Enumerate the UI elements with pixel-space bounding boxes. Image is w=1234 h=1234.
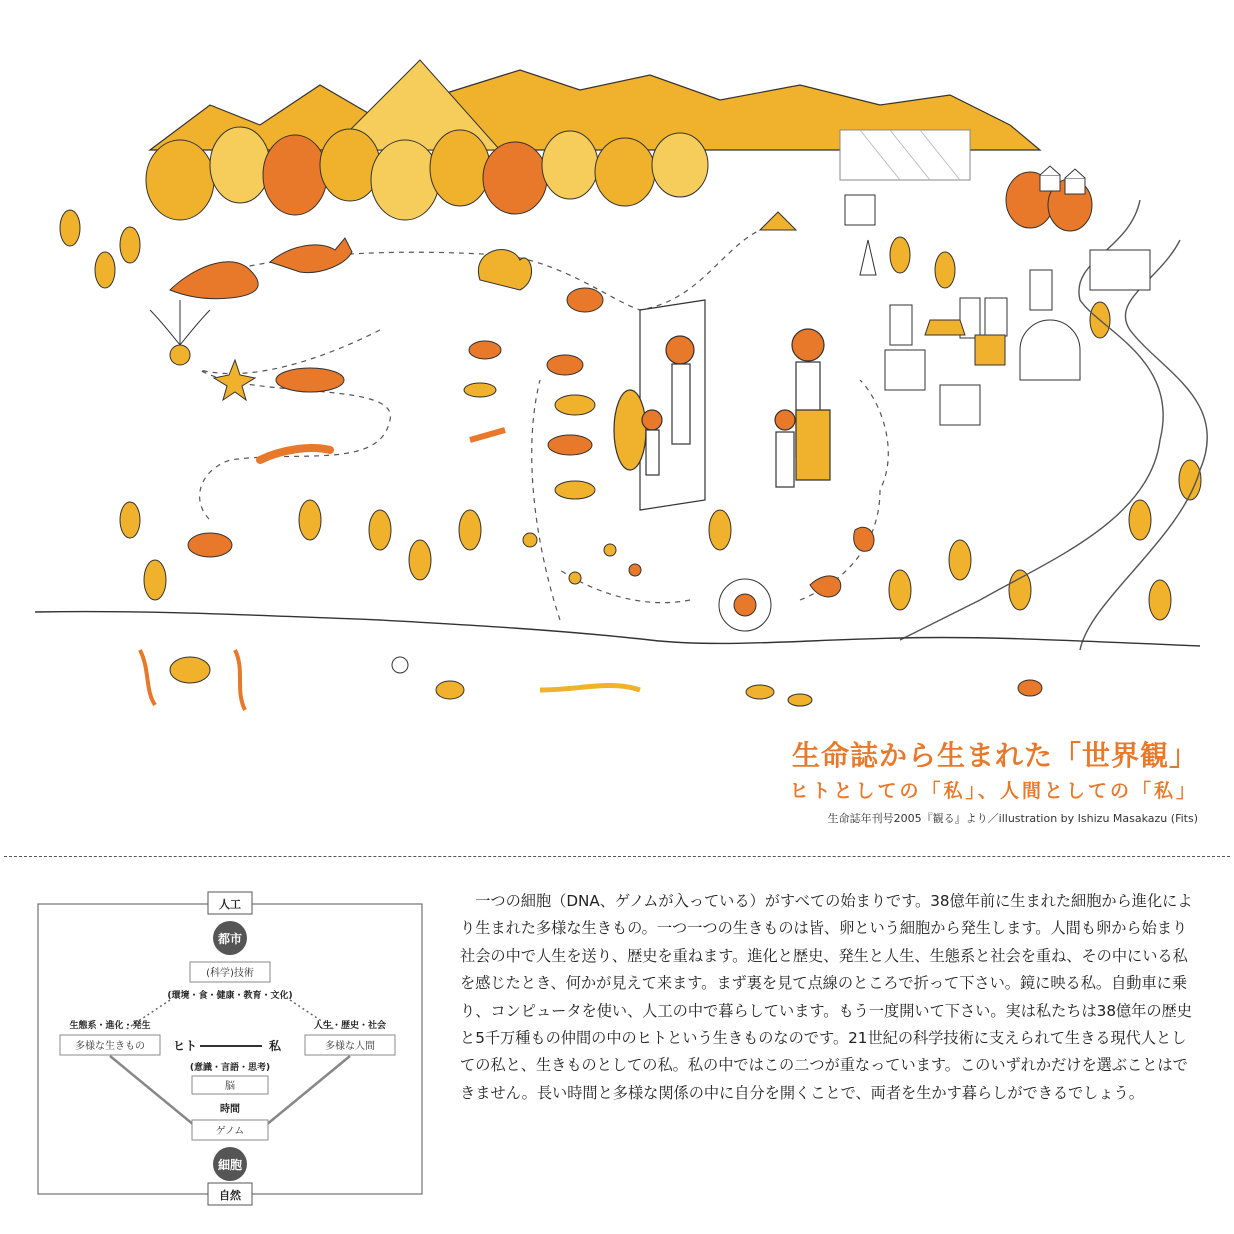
coastline: [35, 612, 1200, 646]
caption-credit: 生命誌年刊号2005『観る』より／illustration by Ishizu Masakazu (Fits): [827, 812, 1198, 825]
caption-subtitle: ヒトとしての「私」、人間としての「私」: [789, 780, 1198, 802]
right-box-label: 多様な人間: [325, 1041, 375, 1052]
science-label: (科学)技術: [206, 968, 254, 979]
hito-label: ヒト: [172, 1039, 198, 1053]
brain-label: 脳: [225, 1081, 235, 1092]
mind-label: (意識・言語・思考): [189, 1063, 271, 1073]
domains-label: (環境・食・健康・教育・文化): [167, 991, 293, 1001]
mirror-figures: [614, 300, 830, 510]
top-label: 人工: [219, 898, 241, 911]
caption-title: 生命誌から生まれた「世界観」: [791, 739, 1198, 772]
cell-label: 細胞: [217, 1158, 243, 1172]
city-label: 都市: [217, 932, 243, 946]
left-heading: 生態系・進化・発生: [69, 1021, 151, 1031]
time-label: 時間: [220, 1104, 240, 1115]
left-box-label: 多様な生きもの: [75, 1041, 145, 1052]
fold-dashed-line: [4, 856, 1230, 857]
concept-diagram: [30, 880, 430, 1220]
bottom-label: 自然: [219, 1189, 241, 1202]
body-paragraph: 一つの細胞（DNA、ゲノムが入っている）がすべての始まりです。38億年前に生まれた細胞から進化により生まれた多様な生きもの。一つ一つの生きものは皆、卵という細胞から発生します。人間も卵から始まり社会の中で人生を送り、歴史を重ねます。進化と歴史、発生と人生、生態系と社会を重ね、その中にいる私を感じたとき、何かが見えて来ます。まず裏を見て点線のところで折って下さい。鏡に映る私。自動車に乗り、コンピュータを使い、人工の中で暮らしています。もう一度開いて下さい。実は私たちは38億年の歴史と5千万種もの仲間の中のヒトという生きものなのです。21世紀の科学技術に支えられて生きる現代人としての私と、生きものとしての私。私の中ではこの二つが重なっています。このいずれかだけを選ぶことはできません。長い時間と多様な関係の中に自分を開くことで、両者を生かす暮らしができるでしょう。: [460, 892, 1193, 1102]
forest-band: [146, 127, 1092, 231]
watashi-label: 私: [268, 1039, 282, 1053]
right-heading: 人生・歴史・社会: [313, 1021, 387, 1031]
sea-life: [140, 650, 1042, 710]
genome-label: ゲノム: [215, 1126, 245, 1137]
dinosaurs: [170, 238, 352, 299]
